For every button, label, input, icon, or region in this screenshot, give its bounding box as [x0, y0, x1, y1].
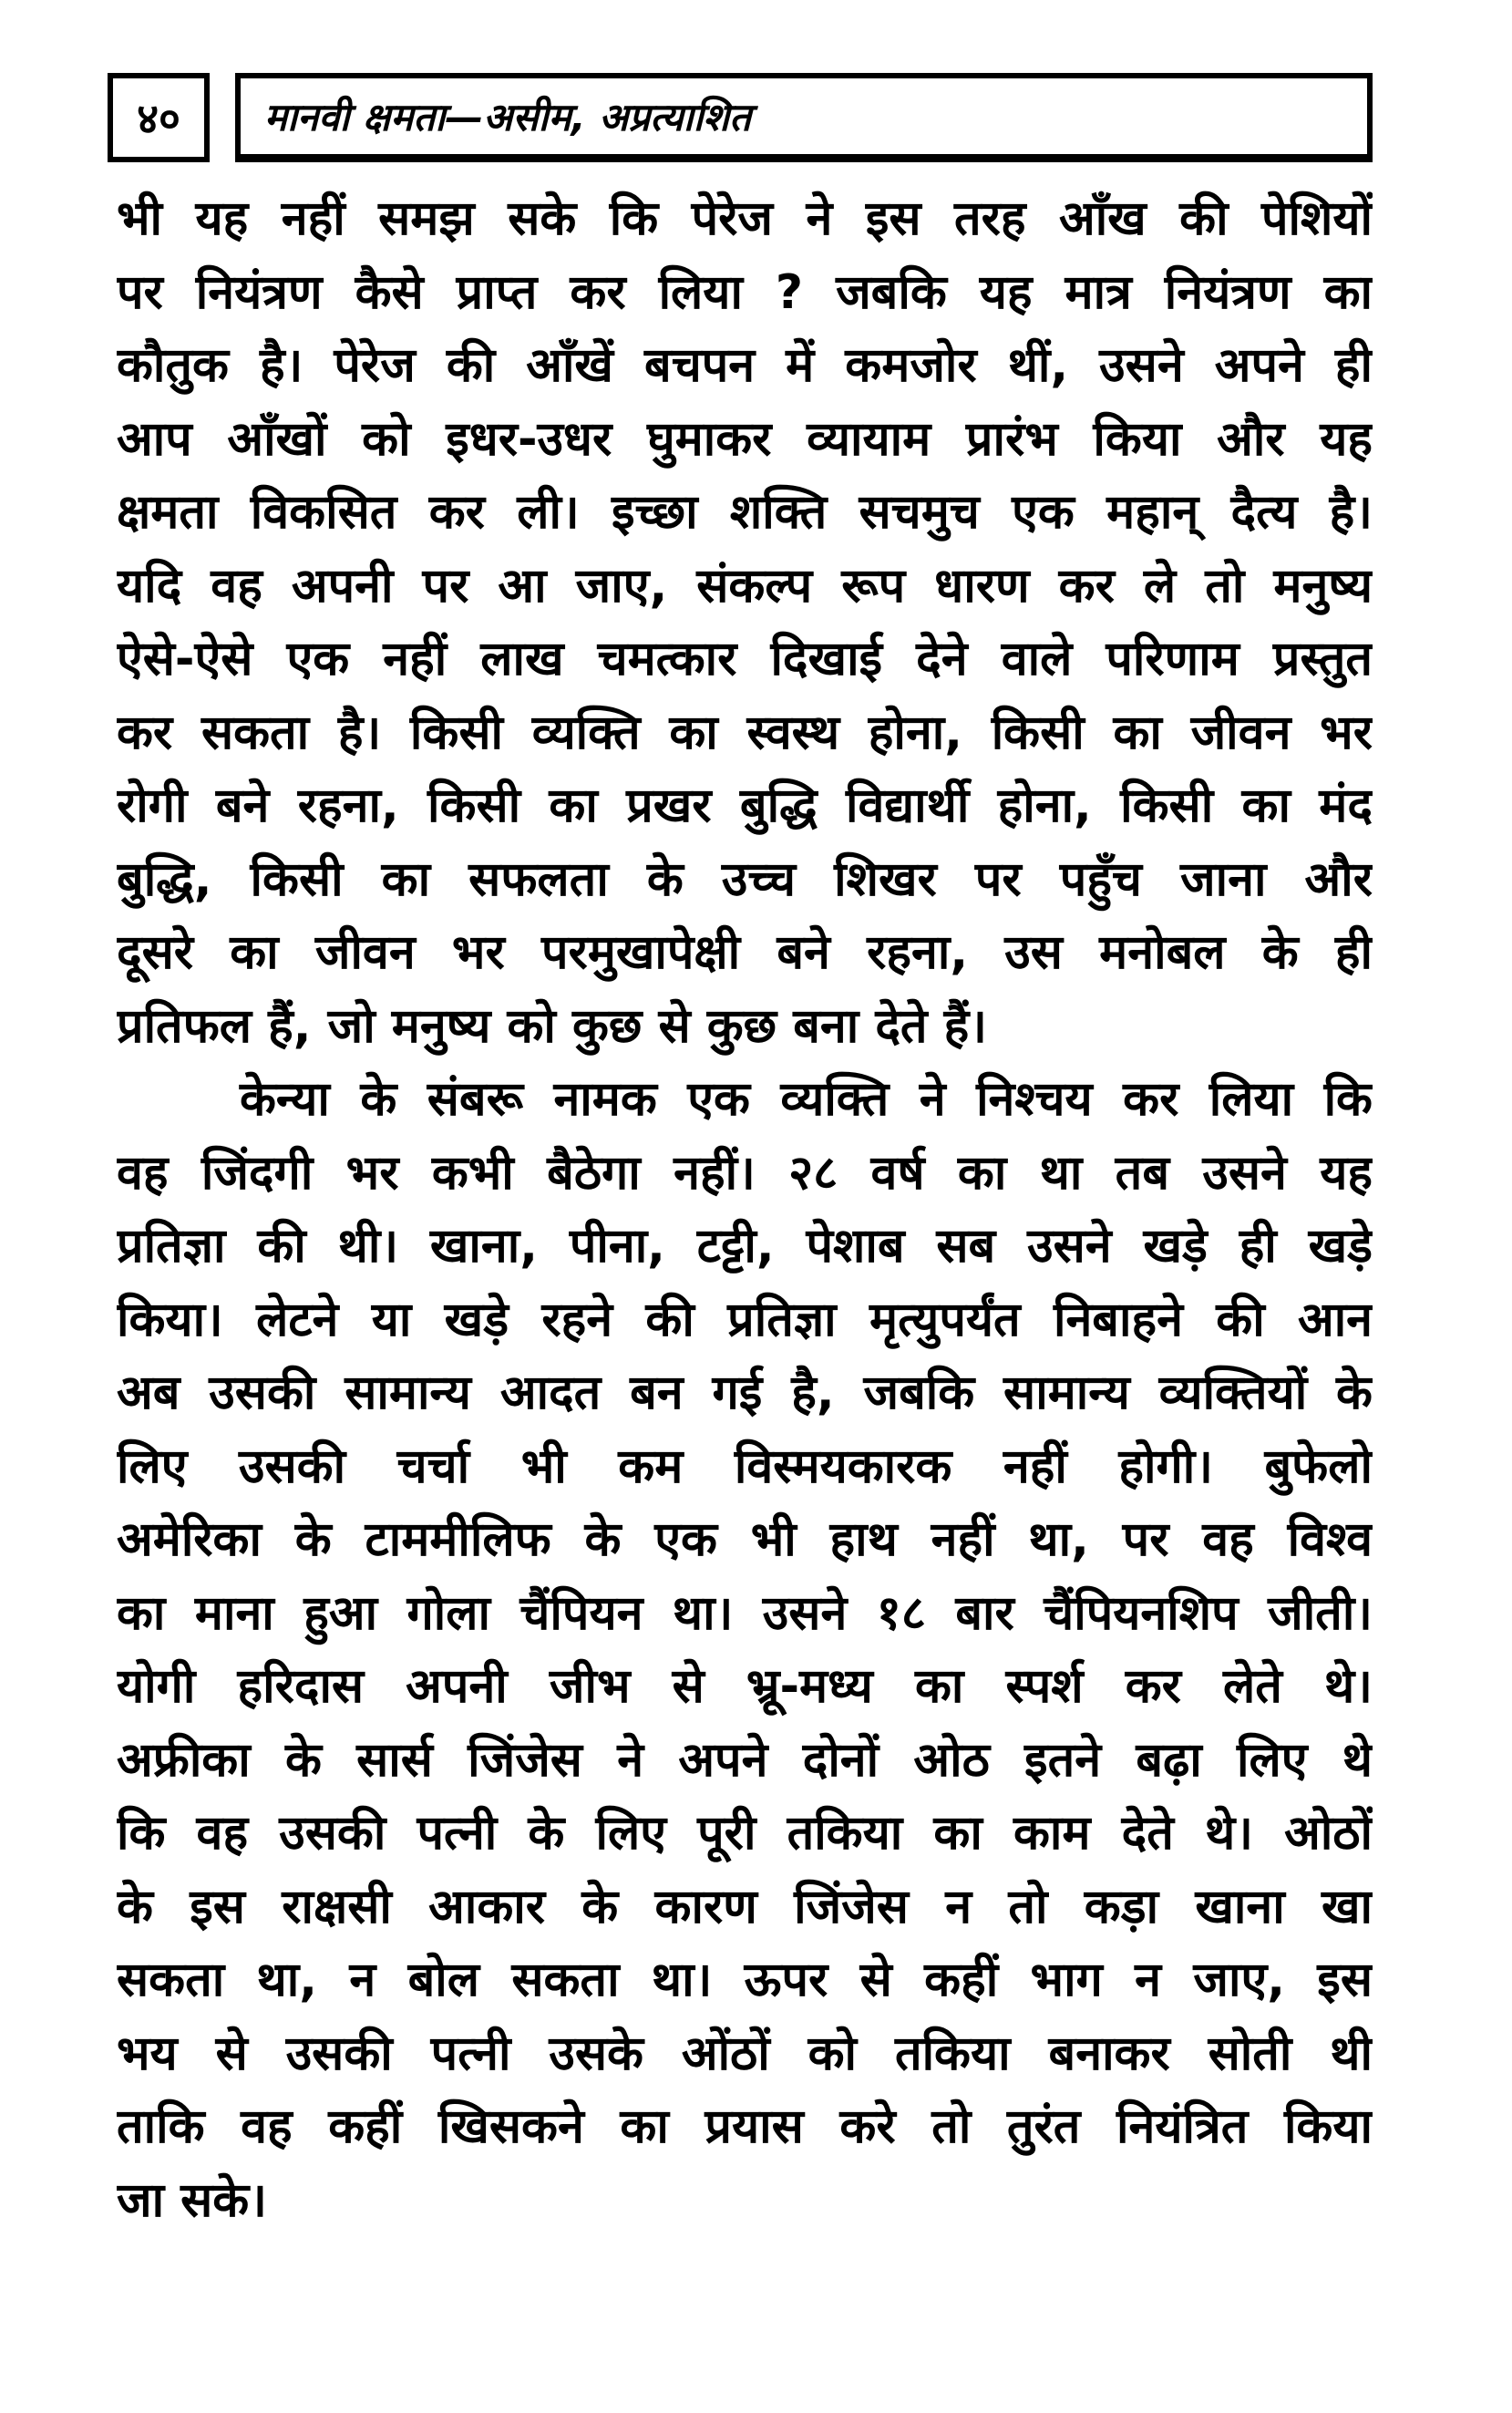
text-line: केन्या के संबरू नामक एक व्यक्ति ने निश्चय कर लिया कि: [240, 1072, 1373, 1127]
text-line: पर नियंत्रण कैसे प्राप्त कर लिया ? जबकि यह मात्र नियंत्रण का: [117, 264, 1373, 320]
text-line: कर सकता है। किसी व्यक्ति का स्वस्थ होना, किसी का जीवन भर: [117, 705, 1373, 760]
text-line: अमेरिका के टाममीलिफ के एक भी हाथ नहीं था, पर वह विश्व: [117, 1512, 1373, 1567]
text-line: लिए उसकी चर्चा भी कम विस्मयकारक नहीं होगी। बुफेलो: [117, 1439, 1373, 1494]
text-line: कौतुक है। पेरेज की आँखें बचपन में कमजोर थीं, उसने अपने ही: [117, 338, 1373, 393]
text-line: के इस राक्षसी आकार के कारण जिंजेस न तो कड़ा खाना खा: [117, 1879, 1373, 1934]
text-line: सकता था, न बोल सकता था। ऊपर से कहीं भाग न जाए, इस: [117, 1953, 1373, 2007]
text-line: ऐसे-ऐसे एक नहीं लाख चमत्कार दिखाई देने वाले परिणाम प्रस्तुत: [117, 632, 1373, 686]
text-line: क्षमता विकसित कर ली। इच्छा शक्ति सचमुच एक महान् दैत्य है।: [117, 485, 1373, 540]
text-line: भी यह नहीं समझ सके कि पेरेज ने इस तरह आँख की पेशियों: [117, 191, 1373, 246]
text-line: अब उसकी सामान्य आदत बन गई है, जबकि सामान्य व्यक्तियों के: [117, 1366, 1373, 1420]
text-line: प्रतिफल हैं, जो मनुष्य को कुछ से कुछ बना देते हैं।: [117, 998, 987, 1054]
text-line: ताकि वह कहीं खिसकने का प्रयास करे तो तुरंत नियंत्रित किया: [117, 2099, 1373, 2154]
text-line: दूसरे का जीवन भर परमुखापेक्षी बने रहना, उस मनोबल के ही: [117, 925, 1373, 980]
text-line: बुद्धि, किसी का सफलता के उच्च शिखर पर पहुँच जाना और: [117, 851, 1373, 907]
text-line: योगी हरिदास अपनी जीभ से भ्रू-मध्य का स्पर्श कर लेते थे।: [117, 1659, 1373, 1714]
running-title: मानवी क्षमता—असीम, अप्रत्याशित: [235, 73, 1373, 162]
text-line: जा सके।: [117, 2172, 267, 2228]
text-line: रोगी बने रहना, किसी का प्रखर बुद्धि विद्यार्थी होना, किसी का मंद: [117, 779, 1373, 833]
text-line: किया। लेटने या खड़े रहने की प्रतिज्ञा मृत्युपर्यंत निबाहने की आन: [117, 1292, 1373, 1347]
text-line: का माना हुआ गोला चैंपियन था। उसने १८ बार चैंपियनशिप जीती।: [117, 1585, 1373, 1641]
text-line: प्रतिज्ञा की थी। खाना, पीना, टट्टी, पेशाब सब उसने खड़े ही खड़े: [117, 1219, 1373, 1274]
text-line: अफ्रीका के सार्स जिंजेस ने अपने दोनों ओठ इतने बढ़ा लिए थे: [117, 1732, 1373, 1788]
text-line: कि वह उसकी पत्नी के लिए पूरी तकिया का काम देते थे। ओठों: [117, 1806, 1373, 1861]
page-header: [108, 73, 1373, 162]
body-text: [117, 182, 1373, 2237]
text-line: यदि वह अपनी पर आ जाए, संकल्प रूप धारण कर ले तो मनुष्य: [117, 558, 1373, 614]
page-number: ४०: [108, 73, 210, 162]
text-line: भय से उसकी पत्नी उसके ओंठों को तकिया बनाकर सोती थी: [117, 2026, 1373, 2081]
text-line: आप आँखों को इधर-उधर घुमाकर व्यायाम प्रारंभ किया और यह: [117, 411, 1373, 467]
text-line: वह जिंदगी भर कभी बैठेगा नहीं। २८ वर्ष का था तब उसने यह: [117, 1145, 1373, 1201]
